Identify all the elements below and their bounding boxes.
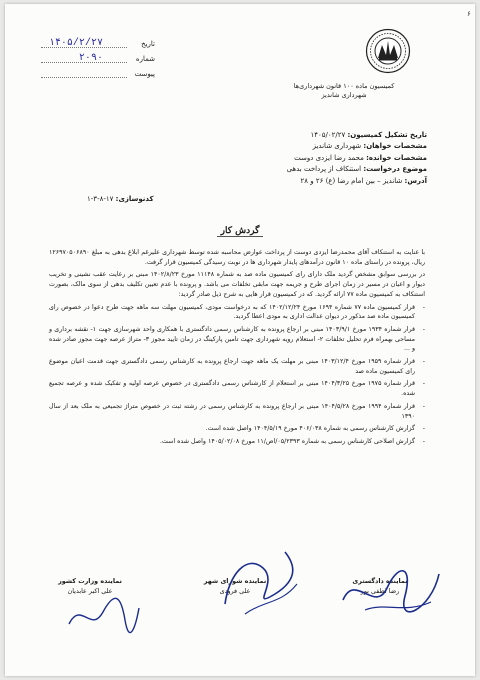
attachment-label: پیوست [134, 70, 155, 78]
organization-name-line2: شهرداری شاندیز [321, 91, 367, 99]
letter-meta [35, 38, 155, 83]
signature-name: علی فرودی [219, 587, 251, 595]
address-label: آدرس: [404, 176, 427, 185]
address-value: شاندیز – بین امام رضا (ع) ۲۶ و ۲۸ [300, 176, 403, 185]
review-paragraph: در بررسی سوابق مشخص گردید ملک دارای رای کمیسیون ماده صد به شماره ۱۱۱۴۸ مورخ ۱۴۰۲/۸/۲۳ مبنی بر رعایت عقب نشینی و تخریب دیوار و اعیان در مسیر در زمان اجرای طرح و جریمه جهت مابقی تخلفات می باشد. و پرونده با عدم تعیین تکلیف بدهی از سوی مالک، بصورت استنکاف به کمیسیون ماده ۷۷ ارائه گردید. که در کمیسیون قرار هایی به شرح ذیل صادر گردید: [49, 271, 426, 298]
code-label: کدنوسازی: [115, 195, 154, 203]
claimant-value: شهرداری شاندیز [312, 142, 362, 151]
meta-date-row [35, 38, 155, 53]
date-label: تاریخ [141, 40, 155, 48]
signature-scribble-judiciary [335, 552, 445, 622]
document-page [5, 4, 475, 676]
list-item: - قرار شماره ۱۹۳۴ مورخ ۱۴۰۳/۹/۱ مبنی بر ارجاع پرونده به کارشناس رسمی دادگستری با همکاری واحد شهرسازی جهت ۱- نقشه برداری و مساحی بهمراه فرم تحلیل تخلفات ۲- استعلام رویه شهرداری جهت تامین پارکینگ در زمان تایید مجوز ۳- متراژ عرصه جهت مجوز صادر شده و ... [49, 325, 425, 354]
intro-paragraph: با عنایت به استنکاف آقای محمدرضا ایزدی دوست از پرداخت عوارض محاسبه شده توسط شهرداری علیرغم ابلاغ بدهی به مبلغ ۱۲۶۹۷۰۵۰۶۸۹۰ ریال، پرونده در راستای ماده ۱۰ قانون درآمدهای پایدار شهرداری ها در نوبت رسیدگی کمیسیون قرار گرفت. [49, 249, 425, 266]
list-item: - گزارش اصلاحی کارشناس رسمی به شماره ۰۵/۲۳۹۳/اص/۱۱ مورخ ۱۴۰۵/۰۲/۰۸ واصل شده است. [49, 437, 425, 447]
defendant-label: مشخصات خوانده: [366, 153, 427, 162]
signature-scribble-council [205, 544, 305, 620]
claimant-line [47, 141, 427, 152]
subject-line [47, 164, 427, 175]
section-title-text: گردش کار [217, 226, 264, 237]
signature-name: علی اکبر عابدیان [67, 587, 113, 595]
list-item: - قرار شماره ۱۹۹۴ مورخ ۱۴۰۴/۵/۲۸ مبنی بر ارجاع پرونده به کارشناس رسمی در رشته ثبت در خصوص متراژ تجمیعی به ملک بعد از سال ۱۳۹۰ [49, 402, 425, 421]
signature-scribble-ministry [63, 590, 143, 640]
number-label: شماره [135, 55, 155, 63]
signature-role: نماینده شورای شهر [203, 577, 267, 585]
meta-attachment-row [35, 68, 155, 83]
subject-label: موضوع درخواست: [363, 165, 427, 174]
meta-number-row [35, 53, 155, 68]
list-item: - گزارش کارشناس رسمی به شماره ۴۰۶/۰۳۸ مورخ ۱۴۰۴/۵/۱۹ واصل شده است. [49, 424, 425, 434]
page-number: ۶ [467, 10, 471, 18]
section-title [5, 226, 475, 236]
organization-name [289, 82, 399, 100]
list-item: - قرار شماره ۱۹۵۹ مورخ ۱۴۰۳/۱۲/۴ مبنی بر مهلت یک ماهه جهت ارجاع پرونده به کارشناس رسمی دادگستری جهت قدمت اعیان موضوع رای کمیسیون ماده صد [49, 357, 425, 376]
attachment-dotted-line [41, 77, 127, 78]
claimant-label: مشخصات خواهان: [363, 142, 427, 151]
subject-value: استنکاف از پرداخت بدهی [286, 165, 362, 174]
list-item: - قرار شماره ۱۹۷۵ مورخ ۱۴۰۴/۳/۲۵ مبنی بر استعلام از کارشناس رسمی دادگستری در خصوص عرصه اولیه و تفکیک شده و عرصه تجمیع شده. [49, 379, 425, 398]
organization-name-line1: کمیسیون ماده ۱۰۰ قانون شهرداری‌ها [293, 82, 395, 90]
code-value: ۱۷-۸-۳-۱ [87, 195, 114, 203]
renovation-code [87, 195, 154, 203]
date-value: ۱۴۰۵/۲/۲۷ [48, 38, 103, 49]
list-item: - قرار کمیسیون ماده ۷۷ شماره ۱۶۹۴ مورخ ۱۴۰۲/۱۲/۲۴ که به درخواست مودی، کمیسیون مهلت سه ماهه جهت طرح دعوا در خصوص رای کمیسیون ماده صد مذکور در دیوان عدالت اداری به مودی اعطا گردید. [49, 303, 425, 322]
organization-emblem-icon [365, 28, 411, 74]
signature-role: نماینده دادگستری [352, 577, 408, 585]
session-date-value: ۱۴۰۵/۰۲/۲۷ [310, 131, 346, 139]
defendant-line [47, 153, 427, 164]
signature-name: رضا لطفی پور [360, 587, 400, 595]
session-date-label: تاریخ تشکیل کمیسیون: [347, 131, 427, 139]
defendant-value: محمد رضا ایزدی دوست [294, 153, 364, 162]
session-date-line [47, 130, 427, 141]
signature-role: نماینده وزارت کشور [58, 577, 122, 585]
address-line [47, 176, 427, 187]
case-header [47, 130, 427, 187]
number-value: ۲۰۹۰ [78, 53, 103, 64]
document-body [49, 248, 425, 450]
